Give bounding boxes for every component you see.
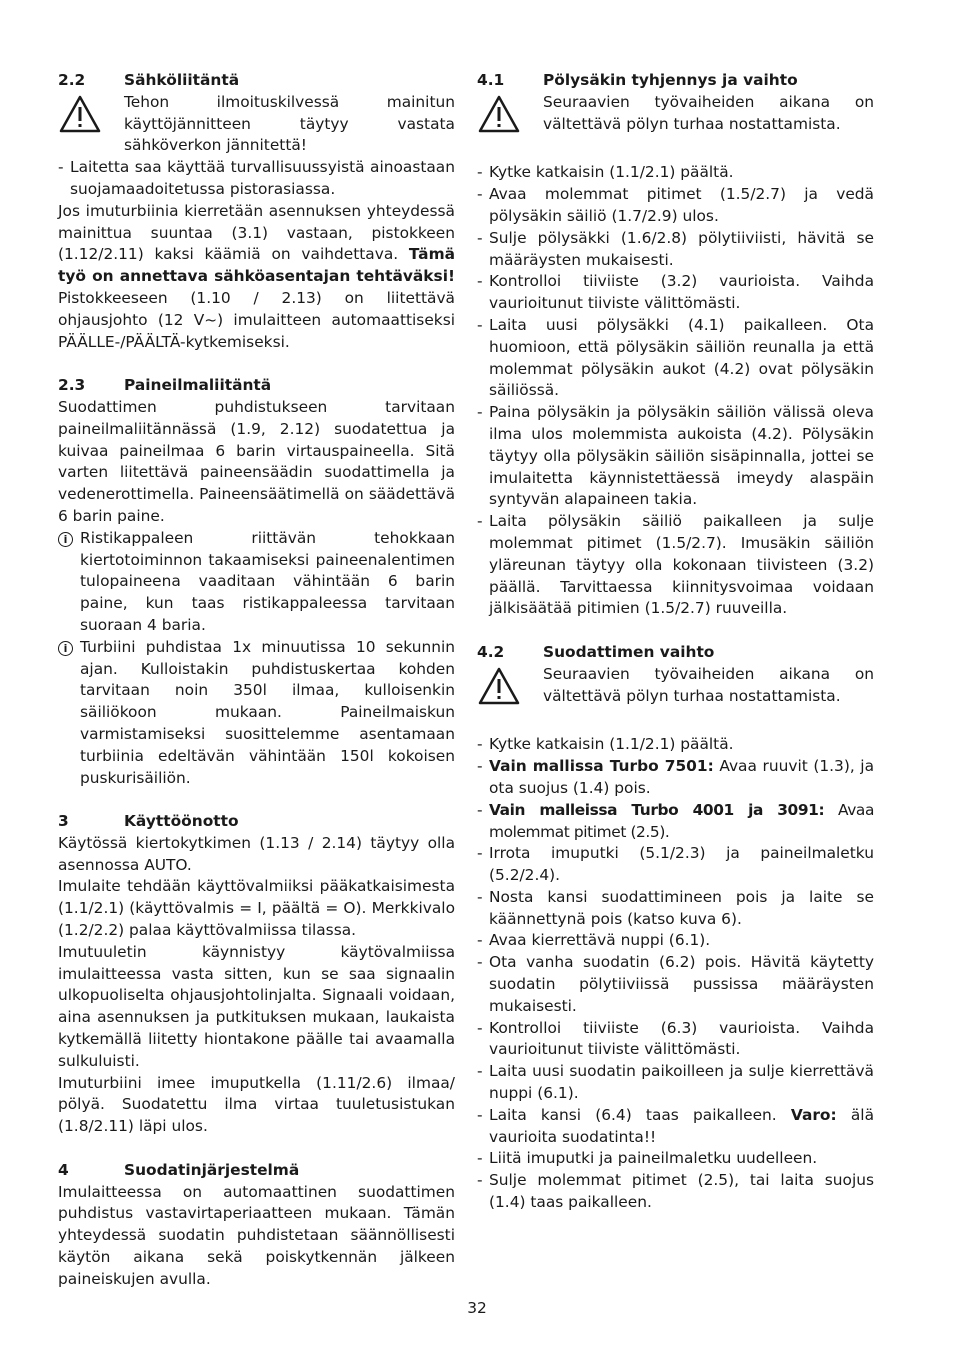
section-heading-2-3 xyxy=(58,375,455,397)
paragraph: Imulaitteessa on automaattinen suodattimen puhdistus vastavirtaperiaatteen mukaan. Tämän yhteydessä suodatin puhdistetaan säännöllisesti käytön aikana sekä poiskytkennän jälkeen paineiskujen avulla. xyxy=(58,1182,455,1288)
section-heading-2-2 xyxy=(58,70,455,92)
section-title: Käyttöönotto xyxy=(124,812,239,831)
warning-triangle-icon xyxy=(58,92,124,157)
list-item: - Kontrolloi tiiviiste (6.3) vaurioista. Vaihda vaurioitunut tiiviste välittömästi. xyxy=(477,1018,874,1059)
section-title: Sähköliitäntä xyxy=(124,71,240,89)
warning-block xyxy=(477,92,874,141)
section-number: 4.1 xyxy=(477,71,505,89)
list-item: - Paina pölysäkin ja pölysäkin säiliön välissä oleva ilma ulos molemmista aukoista (4.2). Pölysäkin täytyy olla pölysäkin säiliön sisäpinnalla, jottei se imulaitetta käynnistettäessä imeydy alaspäin syntyvän alapaineen takia. xyxy=(477,403,874,509)
left-column xyxy=(58,70,455,1291)
info-note: i Turbiini puhdistaa 1x minuutissa 10 sekunnin ajan. Kulloistakin puhdistuskertaa kohden tarvitaan noin 350l ilmaa, kulloisenkin säiliökoon mukaan. Paineilmaiskun varmistamiseksi suosittelemme asentamaan turbiinia edeltävän vähintään 150l kokoisen puskurisäiliön. xyxy=(58,637,455,790)
list-item: - Liitä imuputki ja paineilmaletku uudelleen. xyxy=(477,1149,818,1168)
section-heading-4-2 xyxy=(477,642,874,664)
list-item: - Avaa kierrettävä nuppi (6.1). xyxy=(477,931,711,950)
right-column xyxy=(477,70,874,1214)
list-item: - Nosta kansi suodattimineen pois ja laite se käännettynä pois (katso kuva 6). xyxy=(477,887,874,928)
paragraph: Imutuuletin käynnistyy käytövalmiissa imulaitteessa vasta sitten, kun se saa signaalin ulkopuoliselta ohjausjohtolinjalta. Signaali voidaan, aina asennuksen ja putkituksen mukaan, laukaista kytkemällä liitetty hiontakone päälle tai avaamalla sulkuluisti. xyxy=(58,942,455,1070)
info-note: i Ristikappaleen riittävän tehokkaan kiertotoiminnon takaamiseksi paineenalentimen tulopaineena vaaditaan vähintään 6 barin paine, kun taas ristikappaleessa tarvitaan suoraan 4 baria. xyxy=(58,528,455,637)
section-number: 4 xyxy=(58,1160,69,1179)
list-item: - Kontrolloi tiiviiste (3.2) vaurioista. Vaihda vaurioitunut tiiviste välittömästi. xyxy=(477,272,874,313)
section-title: Suodattimen vaihto xyxy=(543,642,715,661)
warning-text: Tehon ilmoituskilvessä mainitun käyttöjännitteen täytyy vastata sähköverkon jännitettä! xyxy=(124,92,455,155)
list-item: - Kytke katkaisin (1.1/2.1) päältä. xyxy=(477,735,734,754)
warning-text: Seuraavien työvaiheiden aikana on vältettävä pölyn turhaa nostattamista. xyxy=(543,92,874,133)
section-heading-4-1 xyxy=(477,70,874,92)
section-heading-3 xyxy=(58,811,455,833)
list-item: - Ota vanha suodatin (6.2) pois. Hävitä käytetty suodatin pölytiiviissä pussissa määräysten mukaisesti. xyxy=(477,953,874,1015)
paragraph: Imulaite tehdään käyttövalmiiksi pääkatkaisimesta (1.1/2.1) (käyttövalmis = I, päältä = O). Merkkivalo (1.2/2.2) palaa käyttövalmiissa tilassa. xyxy=(58,877,455,940)
page-number: 32 xyxy=(467,1299,487,1317)
section-number: 2.2 xyxy=(58,71,86,89)
paragraph: Imuturbiini imee imuputkella (1.11/2.6) ilmaa/ pölyä. Suodatettu ilma virtaa tuuletusistukan (1.8/2.11) läpi ulos. xyxy=(58,1073,455,1136)
list-item: - Laita uusi pölysäkki (4.1) paikalleen. Ota huomioon, että pölysäkin säiliön reunalla ja että molemmat pölysäkin aukot (4.2) ovat pölysäkin säiliössä. xyxy=(477,315,874,400)
paragraph: Käytössä kiertokytkimen (1.13 / 2.14) täytyy olla asennossa AUTO. xyxy=(58,833,455,874)
info-icon: i xyxy=(58,641,73,656)
list-item: - Irrota imuputki (5.1/2.3) ja paineilmaletku (5.2/2.4). xyxy=(477,844,874,885)
list-item: - Laita uusi suodatin paikoilleen ja sulje kierrettävä nuppi (6.1). xyxy=(477,1062,874,1103)
list-item: - Vain mallissa Turbo 7501: Avaa ruuvit (1.3), ja ota suojus (1.4) pois. xyxy=(477,757,874,797)
list-item: - Sulje pölysäkki (1.6/2.8) pölytiiviisti, hävitä se määräysten mukaisesti. xyxy=(477,228,874,269)
list-item: - Avaa molemmat pitimet (1.5/2.7) ja vedä pölysäkin säiliö (1.7/2.9) ulos. xyxy=(477,185,874,225)
paragraph: Suodattimen puhdistukseen tarvitaan paineilmaliitännässä (1.9, 2.12) suodatettua ja kuivaa paineilmaa 6 barin virtauspaineella. Sitä varten liitettävä paineensäädin suodattimella ja vedenerottimella. Paineensäätimellä on säädettävä 6 barin paine. xyxy=(58,397,455,525)
section-heading-4 xyxy=(58,1160,455,1182)
info-icon: i xyxy=(58,532,73,547)
warning-triangle-icon xyxy=(477,92,543,141)
list-item: - Kytke katkaisin (1.1/2.1) päältä. xyxy=(477,163,734,182)
section-title: Suodatinjärjestelmä xyxy=(124,1160,300,1179)
warning-text: Seuraavien työvaiheiden aikana on vältettävä pölyn turhaa nostattamista. xyxy=(543,664,874,705)
list-item: - Laita pölysäkin säiliö paikalleen ja sulje molemmat pitimet (1.5/2.7). Imusäkin säiliön yläreunan täytyy olla kokonaan tiivisteen (3.2) päällä. Tarvittaessa kiinnitysvoimaa voidaan jälkisäätää pitimien (1.5/2.7) ruuveilla. xyxy=(477,512,874,618)
warning-triangle-icon xyxy=(477,664,543,713)
section-number: 2.3 xyxy=(58,376,86,395)
list-item: - Vain malleissa Turbo 4001 ja 3091: Avaa molemmat pitimet (2.5). xyxy=(477,800,874,841)
paragraph: Jos imuturbiinia kierretään asennuksen yhteydessä mainittua suuntaa (3.1) vastaan, pistokkeen (1.12/2.11) kaksi käämiä on vaihdettava. Tämä työ on annettava sähköasentajan tehtäväksi! Pistokkeeseen (1.10 / 2.13) on liitettävä ohjausjohto (12 V~) imulaitteen automaattiseksi PÄÄLLE-/PÄÄLTÄ-kytkemiseksi. xyxy=(58,201,455,351)
section-title: Paineilmaliitäntä xyxy=(124,376,272,395)
list-item: - Sulje molemmat pitimet (2.5), tai laita suojus (1.4) taas paikalleen. xyxy=(477,1171,874,1212)
warning-block xyxy=(477,664,874,713)
section-title: Pölysäkin tyhjennys ja vaihto xyxy=(543,71,798,89)
section-number: 3 xyxy=(58,812,69,831)
section-number: 4.2 xyxy=(477,642,505,661)
warning-block xyxy=(58,92,455,157)
list-item: - Laitetta saa käyttää turvallisuussyistä ainoastaan suojamaadoitetussa pistorasiassa. xyxy=(58,158,455,198)
list-item: - Laita kansi (6.4) taas paikalleen. Varo: älä vaurioita suodatinta!! xyxy=(477,1105,874,1146)
